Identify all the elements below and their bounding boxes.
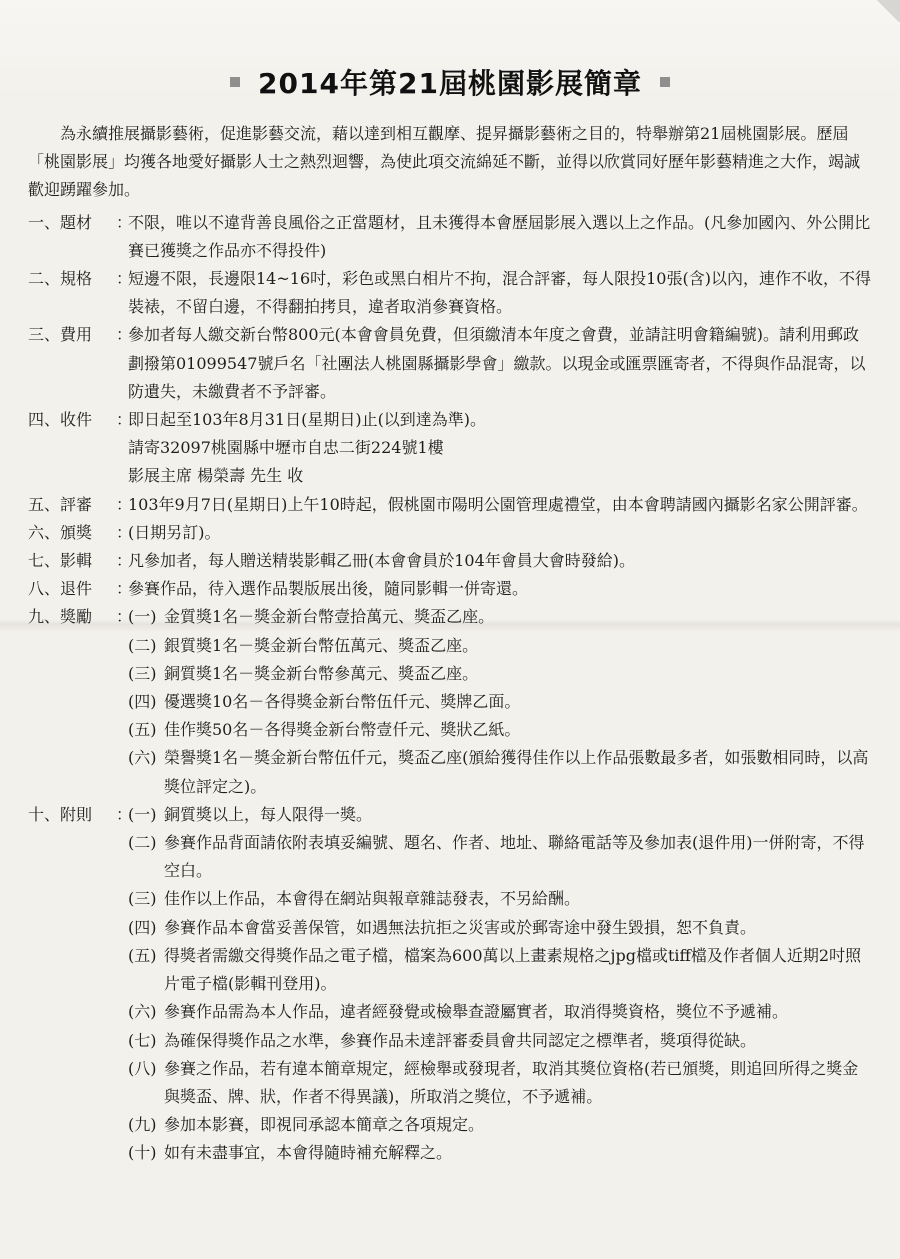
section-ceremony [28,519,873,547]
rule-number: (八) [128,1058,157,1078]
section-line-recipient: 影展主席 楊榮壽 先生 收 [128,466,304,486]
rule-text: 如有未盡事宜，本會得隨時補充解釋之。 [164,1143,453,1163]
section-colon: ： [116,325,133,345]
section-line: 凡參加者，每人贈送精裝影輯乙冊(本會會員於104年會員大會時發給)。 [128,551,636,571]
rule-number: (五) [128,945,157,965]
award-text: 榮譽獎1名－獎金新台幣伍仟元，獎盃乙座(頒給獲得佳作以上作品張數最多者，如張數相同時，以高獎位評定之)。 [164,748,869,796]
rule-item [128,914,873,942]
award-number: (四) [128,692,157,712]
section-body [128,519,873,547]
award-item-merit [128,716,873,744]
section-line: 不限，唯以不違背善良風俗之正當題材，且未獲得本會歷屆影展入選以上之作品。(凡參加國內、外公開比賽已獲獎之作品亦不得投件) [128,212,871,260]
award-item-gold [128,603,873,631]
section-fee [28,321,873,406]
document-title: 2014年第21屆桃園影展簡章 [258,67,642,100]
section-label: 五、評審 [28,494,93,514]
rule-text: 參加本影賽，即視同承認本簡章之各項規定。 [164,1115,485,1135]
section-colon: ： [116,607,133,627]
rule-number: (六) [128,1002,157,1022]
section-line: 103年9月7日(星期日)上午10時起，假桃園市陽明公園管理處禮堂，由本會聘請國內攝影名家公開評審。 [128,494,868,514]
rule-item [128,998,873,1026]
section-label: 七、影輯 [28,551,93,571]
section-line: 參賽作品，待入選作品製版展出後，隨同影輯一併寄還。 [128,579,529,599]
award-item-honor [128,744,873,800]
intro-paragraph: 為永續推展攝影藝術，促進影藝交流，藉以達到相互觀摩、提昇攝影藝術之目的，特舉辦第21屆桃園影展。歷屆「桃園影展」均獲各地愛好攝影人士之熱烈迴響，為使此項交流綿延不斷，並得以欣賞同好歷年影藝精進之大作，竭誠歡迎踴躍參加。 [28,124,861,200]
rule-text: 銅質獎以上，每人限得一獎。 [164,804,373,824]
rule-item [128,829,873,885]
award-number: (五) [128,720,157,740]
section-body [128,491,873,519]
section-body [128,547,873,575]
section-colon: ： [116,494,133,514]
section-line: 即日起至103年8月31日(星期日)止(以到達為準)。 [128,410,487,430]
rule-item [128,1055,873,1111]
rule-text: 得獎者需繳交得獎作品之電子檔，檔案為600萬以上畫素規格之jpg檔或tiff檔及作者個人近期2吋照片電子檔(影輯刊登用)。 [164,945,862,994]
rule-number: (四) [128,917,157,937]
award-number: (六) [128,748,157,768]
rule-item [128,942,873,998]
section-submission [28,406,873,491]
rule-number: (三) [128,889,157,909]
awards-list [128,603,873,800]
section-label: 六、頒獎 [28,522,93,542]
document-body [28,120,873,1168]
rule-text: 參賽之作品，若有違本簡章規定，經檢舉或發現者，取消其獎位資格(若已頒獎，則追回所得之獎金與獎盃、牌、狀，作者不得異議)，所取消之獎位，不予遞補。 [164,1058,859,1106]
section-colon: ： [116,410,133,430]
section-line-address: 請寄32097桃園縣中壢市自忠二街224號1樓 [128,438,444,458]
section-colon: ： [116,269,133,289]
section-line: (日期另訂)。 [128,522,221,542]
award-number: (三) [128,663,157,683]
rule-item [128,1027,873,1055]
rule-text: 參賽作品背面請依附表填妥編號、題名、作者、地址、聯絡電話等及參加表(退件用)一併附寄，不得空白。 [164,833,865,881]
section-colon: ： [116,579,133,599]
rule-number: (一) [128,804,157,824]
section-label: 八、退件 [28,579,93,599]
award-text: 佳作獎50名－各得獎金新台幣壹仟元、獎狀乙紙。 [164,720,521,740]
section-line: 參加者每人繳交新台幣800元(本會會員免費，但須繳清本年度之會費，並請註明會籍編號)。請利用郵政劃撥第01099547號戶名「社團法人桃園縣攝影學會」繳款。以現金或匯票匯寄者，不得與作品混寄，以防遺失，未繳費者不予評審。 [128,325,866,401]
section-label: 三、費用 [28,325,93,345]
award-text: 金質獎1名－獎金新台幣壹拾萬元、獎盃乙座。 [164,607,495,627]
section-label: 一、題材 [28,212,93,232]
section-label: 九、獎勵 [28,607,93,627]
section-label: 二、規格 [28,269,93,289]
section-body [128,575,873,603]
rule-item [128,1111,873,1139]
section-colon: ： [116,522,133,542]
award-text: 銅質獎1名－獎金新台幣參萬元、獎盃乙座。 [164,663,479,683]
section-judging [28,491,873,519]
rule-text: 為確保得獎作品之水準，參賽作品未達評審委員會共同認定之標準者，獎項得從缺。 [164,1030,757,1050]
title-left-square-icon [230,77,240,87]
section-awards [28,603,873,800]
section-body [128,406,873,491]
section-label: 十、附則 [28,804,93,824]
rule-item [128,801,873,829]
section-body [128,209,873,265]
section-format [28,265,873,321]
section-return [28,575,873,603]
award-number: (一) [128,607,157,627]
section-body [128,265,873,321]
section-body [128,321,873,406]
section-colon: ： [116,804,133,824]
section-subject [28,209,873,265]
rule-text: 參賽作品需為本人作品，違者經發覺或檢舉查證屬實者，取消得獎資格，獎位不予遞補。 [164,1002,789,1022]
award-item-bronze [128,660,873,688]
rule-item [128,885,873,913]
rule-text: 佳作以上作品，本會得在網站與報章雜誌發表，不另給酬。 [164,889,581,909]
page-corner-fold [876,0,900,22]
title-right-square-icon [660,77,670,87]
title-row [0,62,900,102]
award-number: (二) [128,635,157,655]
rule-number: (二) [128,833,157,853]
award-text: 銀質獎1名－獎金新台幣伍萬元、獎盃乙座。 [164,635,479,655]
award-item-silver [128,632,873,660]
rules-list [128,801,873,1168]
rule-number: (十) [128,1143,157,1163]
section-rules [28,801,873,1168]
section-line: 短邊不限，長邊限14~16吋，彩色或黑白相片不拘，混合評審，每人限投10張(含)以內，連作不收，不得裝裱，不留白邊，不得翻拍拷貝，違者取消參賽資格。 [128,269,871,317]
rule-item [128,1139,873,1167]
rule-number: (九) [128,1115,157,1135]
rule-text: 參賽作品本會當妥善保管，如遇無法抗拒之災害或於郵寄途中發生毀損，恕不負責。 [164,917,757,937]
section-album [28,547,873,575]
section-label: 四、收件 [28,410,93,430]
rule-number: (七) [128,1030,157,1050]
award-text: 優選獎10名－各得獎金新台幣伍仟元、獎牌乙面。 [164,692,521,712]
section-colon: ： [116,212,133,232]
award-item-excellence [128,688,873,716]
section-colon: ： [116,551,133,571]
